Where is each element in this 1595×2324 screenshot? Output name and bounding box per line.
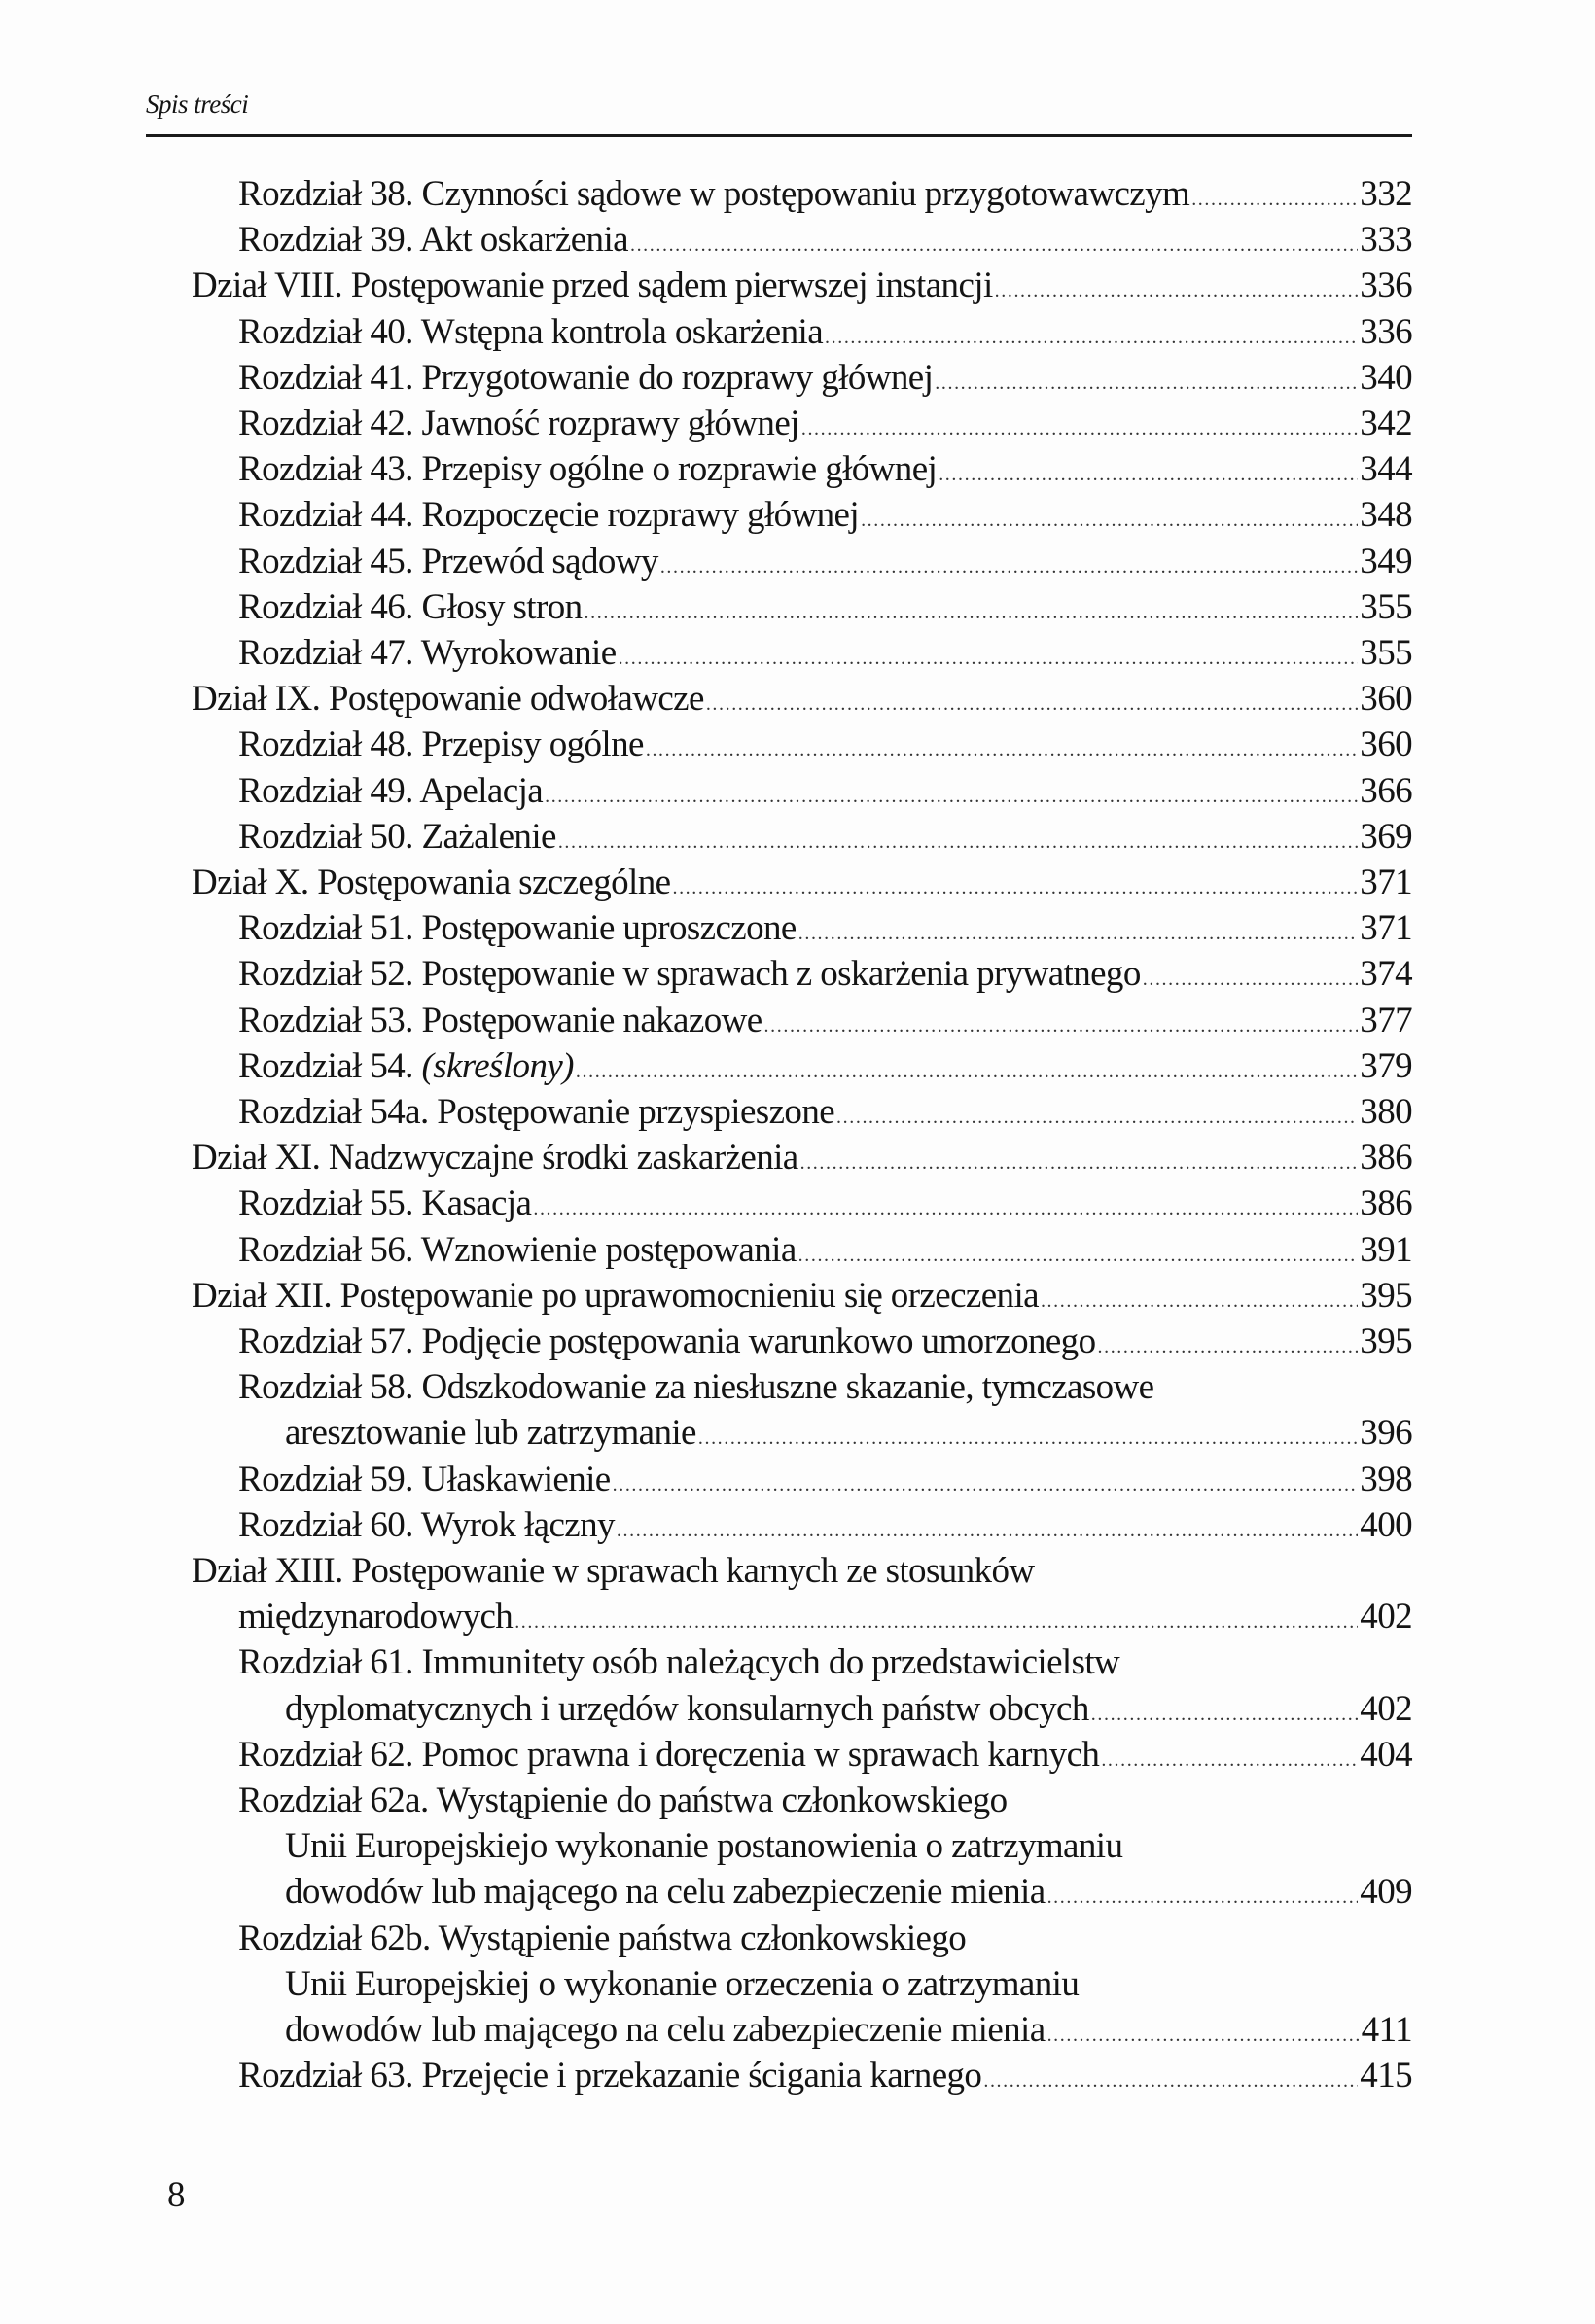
- toc-entry-title: Dział X. Postępowania szczególne: [192, 863, 671, 902]
- toc-page-number: 386: [1360, 1138, 1412, 1179]
- toc-page-number: 411: [1361, 2010, 1412, 2050]
- toc-entry: [238, 1089, 1412, 1135]
- toc-page-number: 400: [1360, 1504, 1412, 1545]
- dot-leader: [1191, 177, 1358, 223]
- toc-entry-title: Rozdział 54a. Postępowanie przyspieszone: [238, 1092, 835, 1132]
- dot-leader: [798, 1233, 1359, 1279]
- toc-entry: [238, 355, 1412, 401]
- toc-entry: [285, 2007, 1412, 2053]
- toc-entry-title: Dział XI. Nadzwyczajne środki zaskarżenia: [192, 1138, 798, 1179]
- toc-page-number: 336: [1360, 311, 1412, 352]
- dot-leader: [558, 820, 1358, 865]
- toc-entry-line: [238, 1364, 1154, 1410]
- toc-page-number: 333: [1360, 220, 1412, 261]
- toc-entry-title: Rozdział 62a. Wystąpienie do państwa członkowskiego: [238, 1780, 1008, 1820]
- toc-entry-title: Rozdział 39. Akt oskarżenia: [238, 220, 628, 261]
- toc-page-number: 360: [1360, 724, 1412, 765]
- toc-page-number: 404: [1360, 1734, 1412, 1775]
- toc-entry: [238, 446, 1412, 492]
- toc-page-number: 371: [1360, 908, 1412, 949]
- dot-leader: [698, 1416, 1358, 1461]
- toc-page-number: 395: [1360, 1321, 1412, 1361]
- toc-entry-title: aresztowanie lub zatrzymanie: [285, 1413, 696, 1454]
- toc-entry-line: [192, 1548, 1034, 1594]
- toc-entry: [238, 630, 1412, 676]
- toc-page-number: 332: [1360, 174, 1412, 214]
- toc-entry-title: Rozdział 56. Wznowienie postępowania: [238, 1229, 797, 1270]
- toc-entry: [238, 584, 1412, 630]
- dot-leader: [585, 590, 1359, 636]
- dot-leader: [514, 1600, 1358, 1645]
- dot-leader: [939, 452, 1358, 498]
- toc-page-number: 369: [1360, 816, 1412, 857]
- toc-page-number: 342: [1360, 404, 1412, 443]
- toc-page-number: 380: [1360, 1092, 1412, 1132]
- toc-page-number: 396: [1360, 1413, 1412, 1454]
- toc-entry: [192, 263, 1412, 308]
- toc-entry: [192, 1273, 1412, 1319]
- toc-entry-title: Rozdział 41. Przygotowanie do rozprawy głównej: [238, 357, 934, 398]
- toc-entry: [238, 1502, 1412, 1548]
- toc-entry-title: Rozdział 51. Postępowanie uproszczone: [238, 908, 797, 949]
- toc-page-number: 349: [1360, 541, 1412, 581]
- dot-leader: [836, 1095, 1358, 1141]
- toc-entry-title: Rozdział 54.: [238, 1045, 422, 1086]
- dot-leader: [533, 1186, 1358, 1232]
- toc-page-number: 402: [1360, 1688, 1412, 1729]
- toc-entry-title: Rozdział 61. Immunitety osób należących do przedstawicielstw: [238, 1642, 1120, 1683]
- toc-page-number: 366: [1360, 770, 1412, 811]
- toc-entry: [285, 1686, 1412, 1732]
- toc-entry-title: dowodów lub mającego na celu zabezpieczenie mienia: [285, 1872, 1046, 1913]
- toc-entry-line: [238, 1778, 1008, 1823]
- dot-leader: [619, 636, 1359, 682]
- toc-entry-title: Dział VIII. Postępowanie przed sądem pierwszej instancji: [192, 265, 993, 306]
- toc-entry: [238, 492, 1412, 538]
- toc-entry-title: Rozdział 63. Przejęcie i przekazanie ścigania karnego: [238, 2056, 982, 2096]
- toc-entry-title: Rozdział 47. Wyrokowanie: [238, 633, 617, 673]
- toc-page-number: 344: [1360, 449, 1412, 490]
- toc-entry: [238, 539, 1412, 584]
- toc-entry: [238, 814, 1412, 860]
- toc-entry-line: [285, 1961, 1079, 2007]
- toc-entry-italic-note: (skreślony): [421, 1045, 574, 1086]
- toc-entry: [238, 998, 1412, 1043]
- toc-entry: [238, 401, 1412, 446]
- toc-entry-title: Rozdział 53. Postępowanie nakazowe: [238, 1000, 762, 1040]
- toc-page-number: 360: [1360, 679, 1412, 720]
- toc-entry-title: Rozdział 57. Podjęcie postępowania warunkowo umorzonego: [238, 1321, 1096, 1361]
- toc-page-number: 415: [1360, 2056, 1412, 2096]
- toc-entry-title: Rozdział 62b. Wystąpienie państwa członkowskiego: [238, 1918, 967, 1958]
- toc-entry: [238, 217, 1412, 263]
- dot-leader: [983, 2059, 1358, 2104]
- dot-leader: [1098, 1324, 1359, 1370]
- toc-entry: [238, 905, 1412, 951]
- toc-entry-title: Rozdział 49. Apelacja: [238, 770, 544, 811]
- dot-leader: [545, 774, 1358, 820]
- toc-entry-title: Rozdział 59. Ułaskawienie: [238, 1459, 611, 1499]
- toc-entry: [238, 1594, 1412, 1639]
- dot-leader: [764, 1004, 1359, 1049]
- dot-leader: [800, 1141, 1359, 1186]
- toc-entry: [238, 768, 1412, 814]
- toc-entry-title: Rozdział 45. Przewód sądowy: [238, 541, 658, 581]
- dot-leader: [995, 268, 1359, 314]
- dot-leader: [798, 911, 1359, 957]
- toc-entry-title: dowodów lub mającego na celu zabezpieczenie mienia: [285, 2010, 1046, 2050]
- toc-entry: [238, 951, 1412, 997]
- toc-entry-title: międzynarodowych: [238, 1597, 514, 1637]
- page-number: 8: [167, 2175, 186, 2215]
- dot-leader: [1047, 1875, 1359, 1920]
- toc-page-number: 386: [1360, 1183, 1412, 1224]
- dot-leader: [801, 406, 1358, 452]
- toc-page-number: 371: [1360, 863, 1412, 902]
- running-header: Spis treści: [146, 89, 249, 119]
- toc-entry-line: [238, 1916, 966, 1961]
- dot-leader: [861, 498, 1358, 544]
- toc-page-number: 355: [1360, 586, 1412, 627]
- dot-leader: [646, 727, 1358, 773]
- dot-leader: [672, 865, 1358, 911]
- dot-leader: [617, 1508, 1358, 1554]
- toc-entry-title: Dział XII. Postępowanie po uprawomocnieniu się orzeczenia: [192, 1275, 1039, 1316]
- dot-leader: [1101, 1738, 1358, 1783]
- toc-entry: [238, 1732, 1412, 1778]
- toc-entry: [238, 309, 1412, 355]
- toc-entry-title: Rozdział 48. Przepisy ogólne: [238, 724, 644, 765]
- toc-entry: [192, 1135, 1412, 1180]
- toc-entry-title: Rozdział 43. Przepisy ogólne o rozprawie głównej: [238, 449, 938, 490]
- dot-leader: [825, 315, 1358, 361]
- toc-entry-title: Rozdział 46. Głosy stron: [238, 586, 583, 627]
- dot-leader: [576, 1049, 1358, 1095]
- toc-entry-title: Rozdział 50. Zażalenie: [238, 816, 556, 857]
- toc-entry-title: dyplomatycznych i urzędów konsularnych państw obcych: [285, 1688, 1089, 1729]
- dot-leader: [706, 682, 1358, 727]
- toc-entry-title: Rozdział 38. Czynności sądowe w postępowaniu przygotowawczym: [238, 174, 1190, 214]
- toc-entry: [238, 2053, 1412, 2098]
- toc-entry-title: Dział XIII. Postępowanie w sprawach karnych ze stosunków: [192, 1551, 1035, 1591]
- toc-entry: [238, 1043, 1412, 1089]
- toc-page-number: 379: [1360, 1045, 1412, 1086]
- toc-entry-title: Unii Europejskiejo wykonanie postanowienia o zatrzymaniu: [285, 1826, 1123, 1867]
- toc-page-number: 395: [1360, 1275, 1412, 1316]
- dot-leader: [660, 545, 1358, 590]
- toc-page-number: 391: [1360, 1229, 1412, 1270]
- toc-page-number: 355: [1360, 633, 1412, 673]
- toc-entry-line: [285, 1823, 1122, 1869]
- dot-leader: [1091, 1692, 1359, 1738]
- dot-leader: [613, 1462, 1359, 1508]
- toc-entry: [238, 722, 1412, 767]
- toc-page-number: 336: [1360, 265, 1412, 306]
- toc-entry: [238, 1457, 1412, 1502]
- toc-page-number: 340: [1360, 357, 1412, 398]
- toc-entry: [238, 171, 1412, 217]
- toc-entry: [238, 1227, 1412, 1273]
- toc-page-number: 348: [1360, 495, 1412, 536]
- toc-entry-title: Rozdział 62. Pomoc prawna i doręczenia w sprawach karnych: [238, 1734, 1100, 1775]
- toc-page-number: 374: [1360, 954, 1412, 995]
- toc-entry: [192, 860, 1412, 905]
- dot-leader: [1143, 957, 1359, 1003]
- dot-leader: [630, 223, 1358, 268]
- toc-entry-title: Rozdział 40. Wstępna kontrola oskarżenia: [238, 311, 824, 352]
- dot-leader: [935, 361, 1358, 406]
- dot-leader: [1047, 2013, 1360, 2059]
- toc-entry-line: [238, 1639, 1119, 1685]
- toc-entry-title: Rozdział 42. Jawność rozprawy głównej: [238, 404, 799, 443]
- toc-page-number: 398: [1360, 1459, 1412, 1499]
- toc-entry: [238, 1319, 1412, 1364]
- toc-entry: [238, 1180, 1412, 1226]
- toc-page-number: 409: [1360, 1872, 1412, 1913]
- toc-entry-title: Dział IX. Postępowanie odwoławcze: [192, 679, 704, 720]
- toc-entry-title: Rozdział 55. Kasacja: [238, 1183, 532, 1224]
- toc-entry-title: Rozdział 44. Rozpoczęcie rozprawy głównej: [238, 495, 860, 536]
- toc-entry: [192, 676, 1412, 722]
- toc-page-number: 402: [1360, 1597, 1412, 1637]
- toc-entry-title: Rozdział 58. Odszkodowanie za niesłuszne skazanie, tymczasowe: [238, 1367, 1154, 1408]
- toc-entry: [285, 1869, 1412, 1915]
- toc-entry-title: Rozdział 52. Postępowanie w sprawach z oskarżenia prywatnego: [238, 954, 1141, 995]
- toc-entry-title: Rozdział 60. Wyrok łączny: [238, 1504, 615, 1545]
- header-rule: [146, 134, 1412, 137]
- dot-leader: [1041, 1279, 1358, 1324]
- toc-entry: [285, 1410, 1412, 1456]
- toc-entry-title: Unii Europejskiej o wykonanie orzeczenia o zatrzymaniu: [285, 1963, 1080, 2004]
- toc-page-number: 377: [1360, 1000, 1412, 1040]
